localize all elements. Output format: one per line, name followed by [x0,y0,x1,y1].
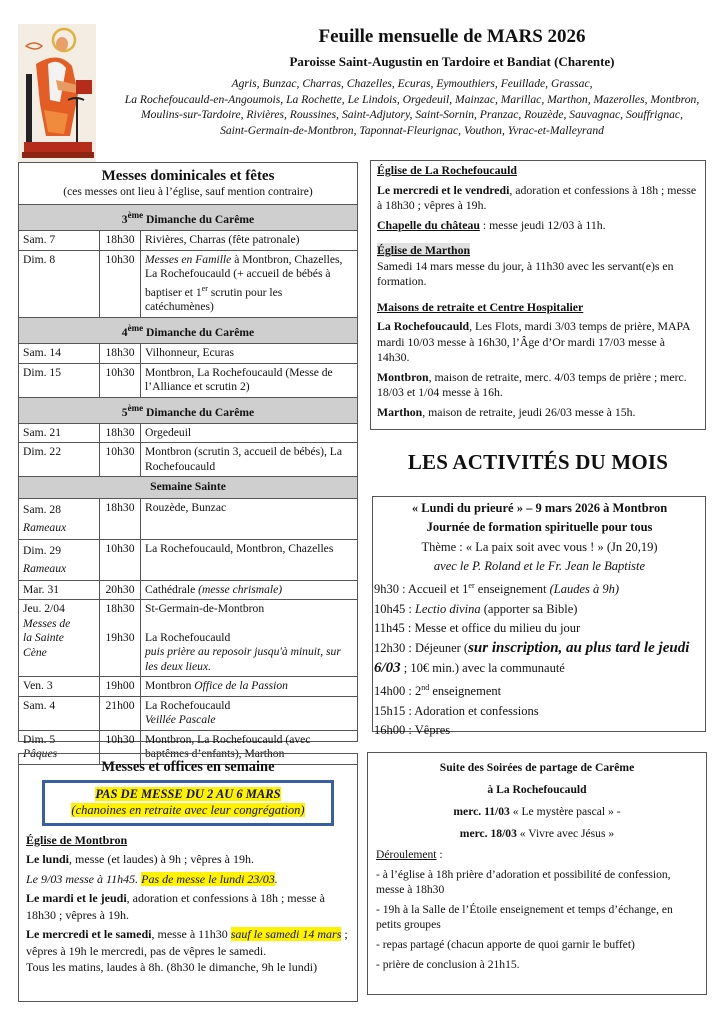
table-row [19,498,357,539]
section-row [19,477,357,499]
day-cell: Mar. 31 [19,580,100,600]
program-item: 12h30 : Déjeuner (sur inscription, au plus tard le jeudi 6/03 ; 10€ min.) avec la communauté [374,640,690,677]
day-cell: Jeu. 2/04 Messes de la Sainte Cène [19,600,100,677]
time-cell: 18h30 19h30 [100,600,141,677]
alert-detail: (chanoines en retraite avec leur congrégation) [71,803,305,817]
day-cell: Sam. 14 [19,344,100,364]
place-cell: Montbron, La Rochefoucauld (avec baptêmes d’enfants), Marthon [141,730,358,764]
day-cell: Dim. 5 Pâques [19,730,100,764]
day-cell: Sam. 21 [19,423,100,443]
place-cell: Vilhonneur, Ecuras [141,344,358,364]
table-row [19,677,357,697]
time-cell: 10h30 [100,539,141,580]
church-heading: Église de Montbron [26,832,128,847]
schedule-paragraph: Tous les matins, laudes à 8h. (8h30 le dimanche, 9h le lundi) [26,960,318,974]
program-item: - à l’église à 18h prière d’adoration et possibilité de confession, messe à 18h30 [376,868,671,896]
section-heading: Semaine Sainte [19,477,357,499]
sunday-masses-table [19,205,357,765]
schedule-paragraph: Le mercredi et le samedi, messe à 11h30 sauf le samedi 14 mars ; vêpres à 19h le mercredi, pas de vêpres le samedi. [26,927,348,958]
day-cell: Sam. 4 [19,696,100,730]
place-cell: Montbron (scrutin 3, accueil de bébés), La Rochefoucauld [141,443,358,477]
schedule-paragraph: Marthon, maison de retraite, jeudi 26/03 messe à 15h. [377,404,636,419]
sunday-masses-box [18,162,358,761]
village-line: Saint-Germain-de-Montbron, Taponnat-Fleurignac, Vouthon, Yvrac-et-Malleyrand [220,123,604,137]
time-cell: 19h00 [100,677,141,697]
no-mass-alert [42,780,334,826]
church-heading: Église de La Rochefoucauld [377,163,517,177]
table-row [19,443,357,477]
table-row [19,363,357,397]
place-cell: Rouzède, Bunzac [141,498,358,539]
schedule-paragraph: La Rochefoucauld, Les Flots, mardi 3/03 temps de prière, MAPA mardi 10/03 messe à 16h30, l’Âge d’Or mardi 17/03 messe à 14h30. [377,319,690,364]
section-row [19,317,357,343]
table-row [19,696,357,730]
program-item: 14h00 : 2nd enseignement [374,683,502,699]
page-title: Feuille mensuelle de MARS 2026 [318,26,586,47]
time-cell: 10h30 [100,363,141,397]
time-cell: 20h30 [100,580,141,600]
place-cell: Rivières, Charras (fête patronale) [141,231,358,251]
program-item: 15h15 : Adoration et confessions [374,703,539,718]
weekday-masses-title: Messes et offices en semaine [101,759,275,775]
lent-evenings-box [367,752,707,995]
day-cell: Ven. 3 [19,677,100,697]
time-cell: 10h30 [100,443,141,477]
program-item: 10h45 : Lectio divina (apporter sa Bible) [374,601,578,616]
place-cell: Montbron Office de la Passion [141,677,358,697]
evenings-location: à La Rochefoucauld [487,783,587,796]
village-list [100,76,724,138]
day-cell: Dim. 22 [19,443,100,477]
program-item: - prière de conclusion à 21h15. [376,958,520,971]
time-cell: 10h30 [100,730,141,764]
section-row [19,205,357,231]
table-row [19,231,357,251]
day-cell: Dim. 29 Rameaux [19,539,100,580]
parish-logo-illustration [18,24,96,162]
program-item: 9h30 : Accueil et 1er enseignement (Laudes à 9h) [374,581,620,597]
place-cell: La Rochefoucauld Veillée Pascale [141,696,358,730]
day-cell: Sam. 7 [19,231,100,251]
schedule-paragraph: Le lundi, messe (et laudes) à 9h ; vêpres à 19h. [26,852,254,866]
weekday-masses-box [18,753,358,1002]
time-cell: 21h00 [100,696,141,730]
saint-writing-icon [18,24,96,162]
time-cell: 18h30 [100,498,141,539]
retirement-homes-heading: Maisons de retraite et Centre Hospitalier [377,299,584,314]
day-cell: Dim. 15 [19,363,100,397]
sunday-masses-note: (ces messes ont lieu à l’église, sauf mention contraire) [63,186,313,198]
churches-box [370,160,706,430]
place-cell: Orgedeuil [141,423,358,443]
program-item: - repas partagé (chacun apporte de quoi garnir le buffet) [376,938,635,951]
place-cell: Messes en Famille à Montbron, Chazelles, La Rochefoucauld (+ accueil de bébés à baptiser et 1er scrutin pour les catéchumènes) [141,250,358,317]
schedule-paragraph: Le 9/03 messe à 11h45. Pas de messe le lundi 23/03. [26,871,278,886]
program-item: 16h00 : Vêpres [374,722,451,737]
schedule-paragraph: Le mercredi et le vendredi, adoration et confessions à 18h ; messe à 18h30 ; vêpres à 19h. [377,182,697,212]
time-cell: 18h30 [100,344,141,364]
place-cell: La Rochefoucauld, Montbron, Chazelles [141,539,358,580]
table-row [19,344,357,364]
program-item: - 19h à la Salle de l’Étoile enseignement et temps d’échange, en petits groupes [376,903,673,931]
section-row [19,397,357,423]
village-line: Moulins-sur-Tardoire, Rivières, Roussines, Saint-Adjutory, Saint-Sornin, Pranzac, Rouzède, Sauvagnac, Souffrignac, [141,108,683,121]
time-cell: 18h30 [100,423,141,443]
parish-subtitle: Paroisse Saint-Augustin en Tardoire et Bandiat (Charente) [289,54,615,69]
table-row [19,423,357,443]
program-item: 11h45 : Messe et office du milieu du jour [374,620,581,635]
day-cell: Dim. 8 [19,250,100,317]
village-line: Agris, Bunzac, Charras, Chazelles, Ecuras, Eymouthiers, Feuillade, Grassac, [231,77,593,90]
priory-day-box [372,496,706,737]
day-cell: Sam. 28 Rameaux [19,498,100,539]
schedule-paragraph: Le mardi et le jeudi, adoration et confessions à 18h ; messe à 18h30 ; vêpres à 19h. [26,891,325,922]
sunday-masses-header [19,163,357,205]
sunday-masses-title: Messes dominicales et fêtes [101,168,275,184]
place-cell: Cathédrale (messe chrismale) [141,580,358,600]
schedule-paragraph: Montbron, maison de retraite, merc. 4/03 temps de prière ; merc. 18/03 et 1/04 messe à 16h. [377,369,687,399]
schedule-paragraph: Samedi 14 mars messe du jour, à 11h30 avec les servant(e)s en formation. [377,258,674,288]
event-theme: Thème : « La paix soit avec vous ! » (Jn 20,19) [421,539,658,554]
place-cell: Montbron, La Rochefoucauld (Messe de l’Alliance et scrutin 2) [141,363,358,397]
event-subtitle: Journée de formation spirituelle pour tous [426,520,653,535]
evenings-title: Suite des Soirées de partage de Carême [439,761,635,774]
schedule-paragraph: Chapelle du château : messe jeudi 12/03 à 11h. [377,217,606,232]
village-line: La Rochefoucauld-en-Angoumois, La Rochette, Le Lindois, Orgedeuil, Mainzac, Marillac, Marthon, Mazerolles, Montbron, [124,92,700,106]
evening-date: merc. 11/03 « Le mystère pascal » - [453,805,621,818]
place-cell: St-Germain-de-Montbron La Rochefoucauld puis prière au reposoir jusqu'à minuit, sur les deux lieux. [141,600,358,677]
evening-date: merc. 18/03 « Vivre avec Jésus » [459,827,615,840]
alert-headline: PAS DE MESSE DU 2 AU 6 MARS [95,786,281,801]
section-heading: 5ème Dimanche du Carême [19,397,357,423]
table-row [19,539,357,580]
event-speakers: avec le P. Roland et le Fr. Jean le Baptiste [433,558,646,573]
program-heading: Déroulement : [376,848,443,861]
section-heading: 3ème Dimanche du Carême [19,205,357,231]
event-headline: « Lundi du prieuré » – 9 mars 2026 à Montbron [411,501,668,515]
time-cell: 10h30 [100,250,141,317]
table-row [19,250,357,317]
activities-title: LES ACTIVITÉS DU MOIS [407,450,669,474]
time-cell: 18h30 [100,231,141,251]
table-row [19,580,357,600]
section-heading: 4ème Dimanche du Carême [19,317,357,343]
table-row [19,600,357,677]
church-heading: Église de Marthon [377,243,471,257]
